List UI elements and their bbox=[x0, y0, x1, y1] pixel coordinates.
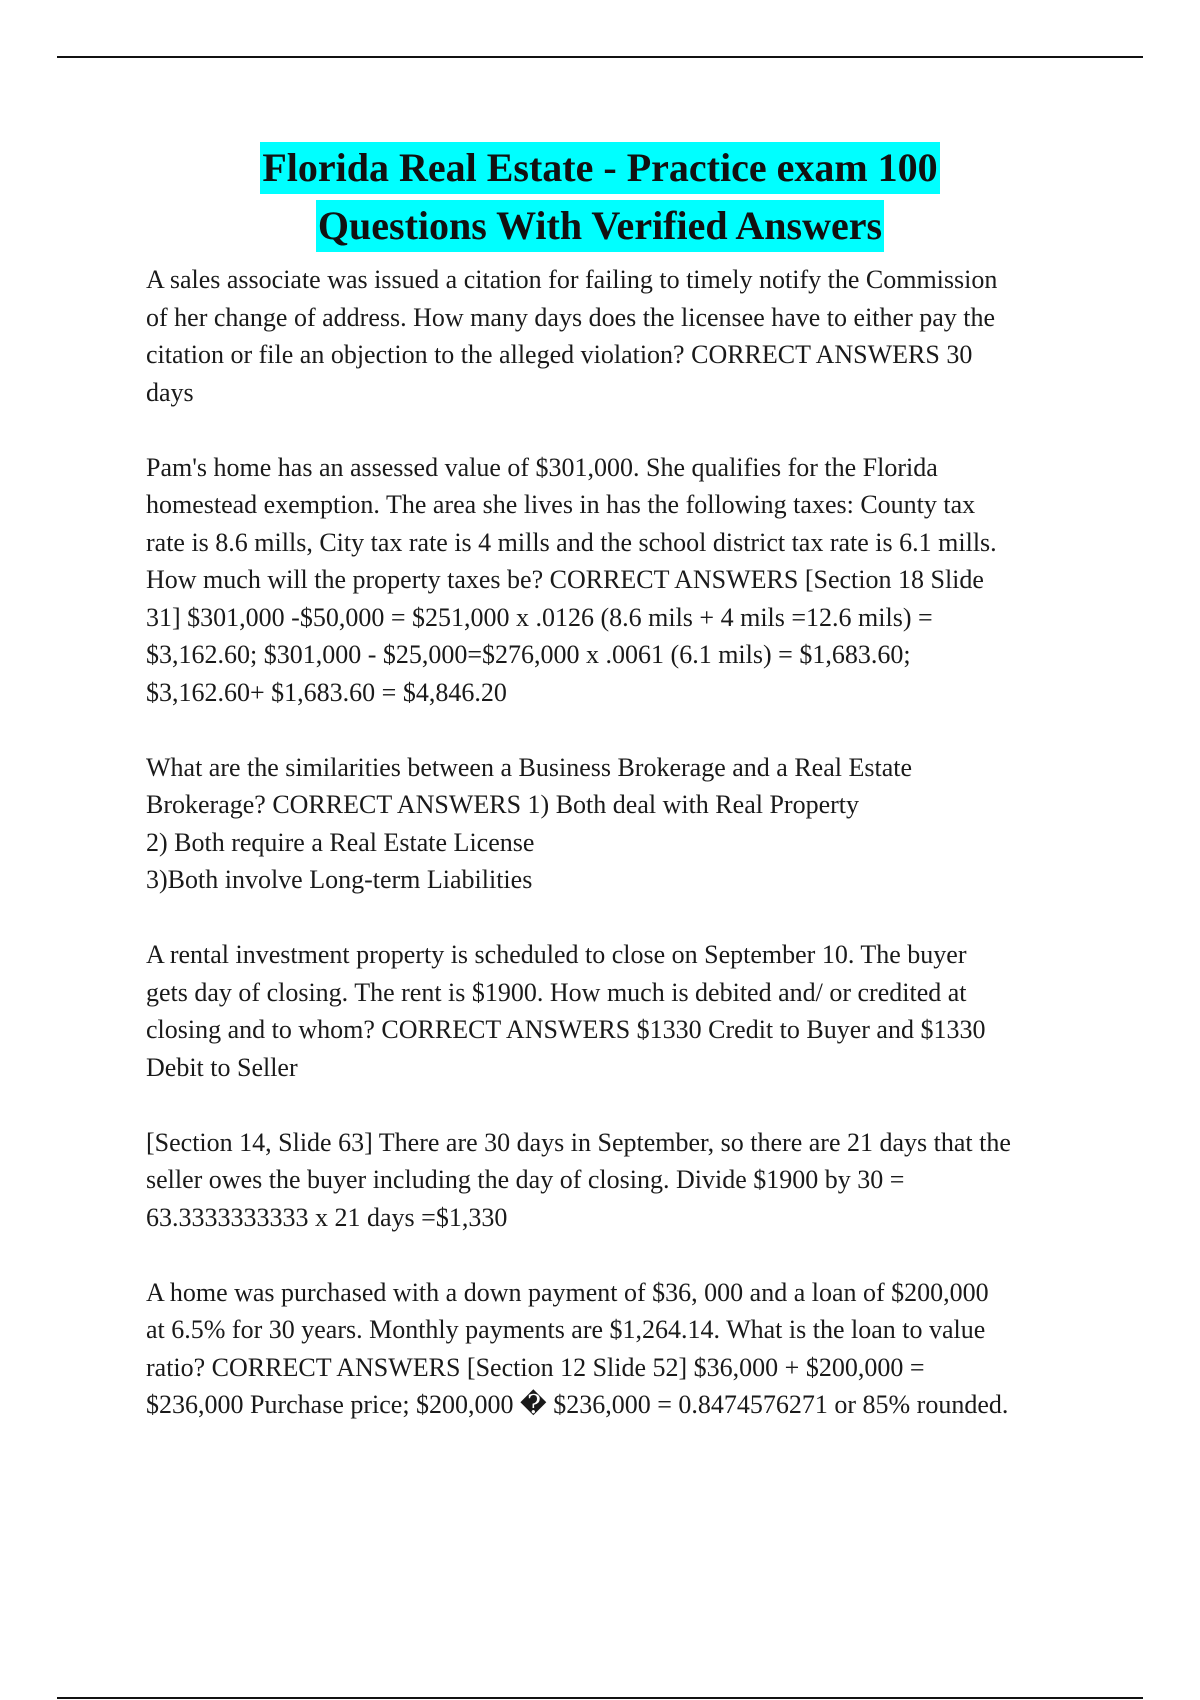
title-line-2: Questions With Verified Answers bbox=[316, 200, 884, 252]
question-paragraph bbox=[146, 449, 1096, 712]
text-line: $3,162.60; $301,000 - $25,000=$276,000 x .0061 (6.1 mils) = $1,683.60; bbox=[146, 640, 911, 669]
question-paragraph bbox=[146, 749, 1096, 899]
text-line: days bbox=[146, 377, 194, 407]
text-line: at 6.5% for 30 years. Monthly payments are $1,264.14. What is the loan to value bbox=[146, 1315, 986, 1344]
text-line: seller owes the buyer including the day of closing. Divide $1900 by 30 = bbox=[146, 1165, 905, 1194]
text-line: How much will the property taxes be? CORRECT ANSWERS [Section 18 Slide bbox=[146, 565, 984, 594]
text-line: rate is 8.6 mills, City tax rate is 4 mills and the school district tax rate is 6.1 mills. bbox=[146, 527, 997, 557]
question-paragraph bbox=[146, 1274, 1096, 1424]
title-line-1: Florida Real Estate - Practice exam 100 bbox=[260, 142, 939, 194]
text-line: closing and to whom? CORRECT ANSWERS $1330 Credit to Buyer and $1330 bbox=[146, 1015, 986, 1044]
document-body bbox=[146, 261, 1096, 1461]
explanation-paragraph bbox=[146, 1124, 1096, 1237]
text-line: homestead exemption. The area she lives in has the following taxes: County tax bbox=[146, 490, 976, 519]
text-line: What are the similarities between a Business Brokerage and a Real Estate bbox=[146, 752, 912, 782]
text-line: 63.3333333333 x 21 days =$1,330 bbox=[146, 1202, 508, 1232]
text-line: [Section 14, Slide 63] There are 30 days in September, so there are 21 days that the bbox=[146, 1127, 1011, 1157]
question-paragraph bbox=[146, 261, 1096, 411]
text-line: A sales associate was issued a citation for failing to timely notify the Commission bbox=[146, 265, 998, 294]
text-line: A home was purchased with a down payment of $36, 000 and a loan of $200,000 bbox=[146, 1277, 989, 1307]
document-title bbox=[0, 142, 1200, 258]
text-line: Pam's home has an assessed value of $301,000. She qualifies for the Florida bbox=[146, 452, 938, 482]
question-paragraph bbox=[146, 936, 1096, 1086]
top-rule bbox=[57, 56, 1143, 58]
bottom-rule bbox=[57, 1697, 1143, 1699]
text-line: $236,000 Purchase price; $200,000 � $236,000 = 0.8474576271 or 85% rounded. bbox=[146, 1390, 1009, 1419]
text-line: 31] $301,000 -$50,000 = $251,000 x .0126 (8.6 mils + 4 mils =12.6 mils) = bbox=[146, 602, 933, 632]
text-line: gets day of closing. The rent is $1900. How much is debited and/ or credited at bbox=[146, 977, 967, 1007]
text-line: Brokerage? CORRECT ANSWERS 1) Both deal with Real Property bbox=[146, 790, 859, 819]
text-line: citation or file an objection to the alleged violation? CORRECT ANSWERS 30 bbox=[146, 340, 973, 369]
text-line: $3,162.60+ $1,683.60 = $4,846.20 bbox=[146, 677, 507, 707]
text-line: A rental investment property is scheduled to close on September 10. The buyer bbox=[146, 940, 967, 969]
text-line: Debit to Seller bbox=[146, 1052, 298, 1082]
text-line: 2) Both require a Real Estate License bbox=[146, 827, 535, 857]
text-line: of her change of address. How many days does the licensee have to either pay the bbox=[146, 302, 996, 332]
text-line: 3)Both involve Long-term Liabilities bbox=[146, 865, 533, 894]
text-line: ratio? CORRECT ANSWERS [Section 12 Slide 52] $36,000 + $200,000 = bbox=[146, 1352, 925, 1382]
